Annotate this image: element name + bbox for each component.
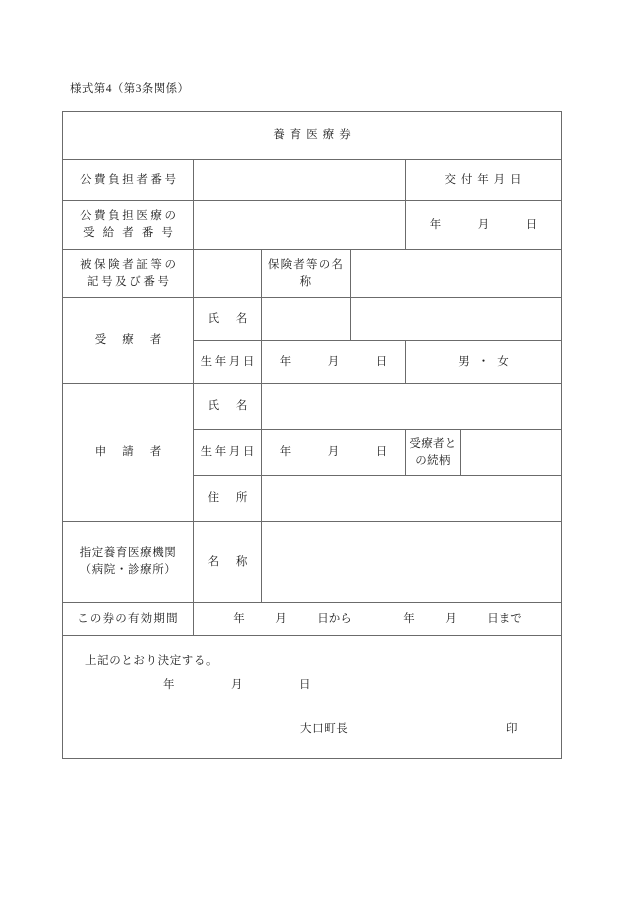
table-row bbox=[63, 603, 562, 636]
relation-to-patient-field[interactable] bbox=[461, 430, 562, 476]
validity-from bbox=[208, 611, 378, 628]
recipient-number-label-line1: 公費負担医療の bbox=[79, 210, 179, 223]
date-day: 日 bbox=[375, 446, 388, 459]
applicant-birthdate-label: 生年月日 bbox=[194, 430, 262, 476]
table-row bbox=[63, 160, 562, 201]
date-year: 年 bbox=[429, 218, 442, 231]
relation-label-line1: 受療者と bbox=[409, 437, 457, 450]
decision-statement: 上記のとおり決定する。 bbox=[85, 655, 219, 667]
page-title: 養育医療券 bbox=[63, 112, 562, 160]
date-month: 月 bbox=[327, 446, 340, 459]
institution-label-line2: （病院・診療所） bbox=[79, 564, 177, 576]
from-year: 年 bbox=[233, 612, 245, 625]
recipient-number-date bbox=[406, 201, 562, 250]
patient-birthdate-field[interactable] bbox=[262, 341, 406, 384]
decision-date[interactable] bbox=[163, 677, 311, 694]
date-day: 日 bbox=[375, 355, 388, 368]
decision-block bbox=[63, 636, 562, 759]
applicant-address-field[interactable] bbox=[262, 476, 562, 522]
applicant-section-label: 申請者 bbox=[63, 384, 194, 522]
patient-name-label: 氏 名 bbox=[194, 298, 262, 341]
issuer-name: 大口町長 bbox=[300, 723, 349, 735]
seal-mark: 印 bbox=[506, 723, 518, 735]
date-year: 年 bbox=[279, 446, 292, 459]
from-day: 日から bbox=[317, 612, 352, 625]
date-month: 月 bbox=[477, 218, 490, 231]
patient-name-field-extra[interactable] bbox=[351, 298, 562, 341]
applicant-name-field[interactable] bbox=[262, 384, 562, 430]
insurer-name-label: 保険者等の名称 bbox=[262, 250, 351, 298]
table-row bbox=[63, 298, 562, 341]
applicant-name-label: 氏 名 bbox=[194, 384, 262, 430]
institution-section-label bbox=[63, 522, 194, 603]
decision-date-year: 年 bbox=[163, 679, 175, 691]
decision-date-month: 月 bbox=[231, 679, 243, 691]
table-row bbox=[63, 384, 562, 430]
to-day: 日まで bbox=[487, 612, 522, 625]
table-row bbox=[63, 522, 562, 603]
recipient-number-label-line2: 受 給 者 番 号 bbox=[83, 227, 176, 239]
insurance-card-label-line2: 記号及び番号 bbox=[86, 275, 172, 288]
date-month: 月 bbox=[327, 355, 340, 368]
table-row bbox=[63, 636, 562, 759]
insurance-card-label bbox=[63, 250, 194, 298]
table-row bbox=[63, 201, 562, 250]
recipient-number-boxes[interactable] bbox=[194, 201, 406, 250]
insurance-card-number-field[interactable] bbox=[194, 250, 262, 298]
public-burden-number-boxes[interactable] bbox=[194, 160, 406, 201]
patient-section-label: 受療者 bbox=[63, 298, 194, 384]
recipient-number-label bbox=[63, 201, 194, 250]
patient-gender-field[interactable]: 男・女 bbox=[406, 341, 562, 384]
institution-name-label: 名 称 bbox=[194, 522, 262, 603]
table-row bbox=[63, 112, 562, 160]
form-number: 様式第4（第3条関係） bbox=[70, 83, 190, 95]
from-month: 月 bbox=[275, 612, 287, 625]
applicant-address-label: 住 所 bbox=[194, 476, 262, 522]
table-row bbox=[63, 250, 562, 298]
decision-date-day: 日 bbox=[299, 679, 311, 691]
applicant-birthdate-field[interactable] bbox=[262, 430, 406, 476]
youiku-medical-certificate-table bbox=[62, 111, 562, 759]
validity-period-field[interactable] bbox=[194, 603, 562, 636]
institution-label-line1: 指定養育医療機関 bbox=[79, 547, 177, 560]
validity-period-label: この券の有効期間 bbox=[63, 603, 194, 636]
patient-name-field[interactable] bbox=[262, 298, 351, 341]
institution-name-field[interactable] bbox=[262, 522, 562, 603]
date-year: 年 bbox=[279, 355, 292, 368]
to-year: 年 bbox=[403, 612, 415, 625]
patient-birthdate-label: 生年月日 bbox=[194, 341, 262, 384]
insurance-card-label-line1: 被保険者証等の bbox=[79, 258, 179, 271]
relation-to-patient-label bbox=[406, 430, 461, 476]
validity-to bbox=[378, 611, 548, 628]
to-month: 月 bbox=[445, 612, 457, 625]
relation-label-line2: の続柄 bbox=[415, 454, 451, 467]
insurer-name-field[interactable] bbox=[351, 250, 562, 298]
public-burden-number-label: 公費負担者番号 bbox=[63, 160, 194, 201]
issue-date-label: 交 付 年 月 日 bbox=[406, 160, 562, 201]
date-day: 日 bbox=[525, 218, 538, 231]
